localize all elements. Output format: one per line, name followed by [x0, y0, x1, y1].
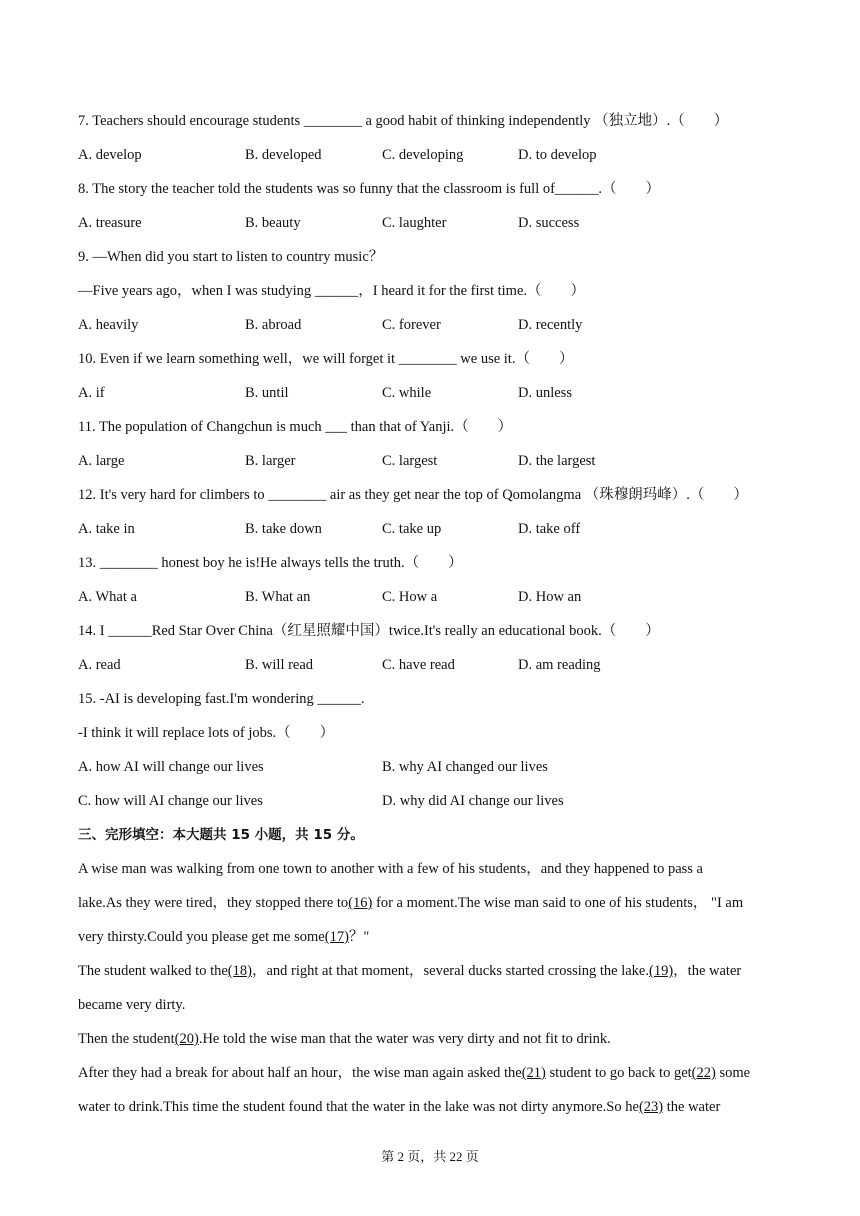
- passage-text: .He told the wise man that the water was very dirty and not fit to drink.: [198, 1031, 611, 1047]
- question-9-options: [78, 308, 786, 342]
- option-d: D. am reading: [518, 657, 601, 673]
- passage-text: ？": [348, 929, 370, 945]
- passage-text: water to drink.This time the student found that the water in the lake was not dirty anymore.So he: [78, 1099, 639, 1115]
- option-b: B. will read: [245, 657, 314, 673]
- option-a: A. treasure: [78, 215, 142, 231]
- passage-line: [78, 1056, 786, 1090]
- question-15-stem-reply: -I think it will replace lots of jobs.（ ）: [78, 725, 335, 741]
- passage-text: Then the student: [78, 1031, 175, 1047]
- option-a: A. What a: [78, 589, 137, 605]
- passage-line: became very dirty.: [78, 997, 186, 1013]
- question-15-options-row1: [78, 750, 786, 784]
- question-8-stem: 8. The story the teacher told the students was so funny that the classroom is full of______.（ ）: [78, 181, 661, 197]
- option-c: C. take up: [382, 521, 442, 537]
- question-9-stem-reply: —Five years ago，when I was studying ______，I heard it for the first time.（ ）: [78, 283, 586, 299]
- option-c: C. while: [382, 385, 432, 401]
- page-footer: 第 2 页，共 22 页: [381, 1149, 479, 1164]
- question-12-stem: 12. It's very hard for climbers to ________ air as they get near the top of Qomolangma （珠穆朗玛峰）.（ ）: [78, 487, 748, 503]
- option-b: B. What an: [245, 589, 311, 605]
- blank-17: (17): [324, 929, 349, 945]
- question-10-options: [78, 376, 786, 410]
- section-heading: 三、完形填空：本大题共 15 小题，共 15 分。: [78, 827, 364, 843]
- option-c: C. How a: [382, 589, 438, 605]
- passage-text: ，and right at that moment，several ducks started crossing the lake.: [251, 963, 649, 979]
- passage-line: [78, 886, 786, 920]
- passage-text: some: [715, 1065, 751, 1081]
- option-d: D. success: [518, 215, 580, 231]
- option-b: B. until: [245, 385, 289, 401]
- passage-text: student to go back to get: [545, 1065, 692, 1081]
- option-c: C. developing: [382, 147, 464, 163]
- option-c: C. how will AI change our lives: [78, 793, 263, 809]
- passage-text: After they had a break for about half an hour，the wise man again asked the: [78, 1065, 522, 1081]
- passage-text: for a moment.The wise man said to one of his students， "I am: [372, 895, 744, 911]
- option-b: B. beauty: [245, 215, 301, 231]
- option-c: C. laughter: [382, 215, 447, 231]
- passage-text: ，the water: [673, 963, 742, 979]
- option-d: D. unless: [518, 385, 572, 401]
- blank-16: (16): [348, 895, 373, 911]
- option-b: B. larger: [245, 453, 296, 469]
- option-a: A. how AI will change our lives: [78, 759, 264, 775]
- question-14-stem: 14. I ______Red Star Over China（红星照耀中国）twice.It's really an educational book.（ ）: [78, 623, 660, 639]
- blank-20: (20): [174, 1031, 199, 1047]
- option-c: C. forever: [382, 317, 441, 333]
- question-13-stem: 13. ________ honest boy he is!He always tells the truth.（ ）: [78, 555, 463, 571]
- passage-line: A wise man was walking from one town to another with a few of his students，and they happened to pass a: [78, 861, 703, 877]
- passage-text: lake.As they were tired，they stopped there to: [78, 895, 349, 911]
- question-12-options: [78, 512, 786, 546]
- option-b: B. developed: [245, 147, 322, 163]
- passage-text: The student walked to the: [78, 963, 228, 979]
- passage-text: very thirsty.Could you please get me some: [78, 929, 325, 945]
- passage-line: [78, 1090, 786, 1124]
- option-b: B. take down: [245, 521, 322, 537]
- option-d: D. the largest: [518, 453, 596, 469]
- option-a: A. large: [78, 453, 125, 469]
- option-d: D. recently: [518, 317, 583, 333]
- question-15-stem: 15. -AI is developing fast.I'm wondering ______.: [78, 691, 365, 707]
- question-7-options: [78, 138, 786, 172]
- question-7-stem: 7. Teachers should encourage students ________ a good habit of thinking independently （独立地）.（ ）: [78, 113, 729, 129]
- blank-18: (18): [227, 963, 252, 979]
- passage-text: the water: [663, 1099, 721, 1115]
- option-a: A. develop: [78, 147, 142, 163]
- option-a: A. take in: [78, 521, 135, 537]
- question-11-options: [78, 444, 786, 478]
- option-d: D. How an: [518, 589, 582, 605]
- option-b: B. why AI changed our lives: [382, 759, 548, 775]
- blank-19: (19): [649, 963, 674, 979]
- option-b: B. abroad: [245, 317, 302, 333]
- option-d: D. why did AI change our lives: [382, 793, 564, 809]
- option-c: C. largest: [382, 453, 438, 469]
- blank-23: (23): [638, 1099, 664, 1115]
- blank-21: (21): [521, 1065, 546, 1081]
- option-d: D. to develop: [518, 147, 597, 163]
- question-10-stem: 10. Even if we learn something well，we will forget it ________ we use it.（ ）: [78, 351, 574, 367]
- question-14-options: [78, 648, 786, 682]
- blank-22: (22): [691, 1065, 716, 1081]
- exam-page: [78, 104, 786, 1124]
- option-c: C. have read: [382, 657, 455, 673]
- passage-line: [78, 954, 786, 988]
- question-15-options-row2: [78, 784, 786, 818]
- option-d: D. take off: [518, 521, 581, 537]
- question-13-options: [78, 580, 786, 614]
- option-a: A. heavily: [78, 317, 139, 333]
- passage-line: [78, 920, 786, 954]
- option-a: A. if: [78, 385, 105, 401]
- question-9-stem: 9. —When did you start to listen to country music？: [78, 249, 384, 265]
- passage-line: [78, 1022, 786, 1056]
- option-a: A. read: [78, 657, 121, 673]
- question-11-stem: 11. The population of Changchun is much ___ than that of Yanji.（ ）: [78, 419, 513, 435]
- question-8-options: [78, 206, 786, 240]
